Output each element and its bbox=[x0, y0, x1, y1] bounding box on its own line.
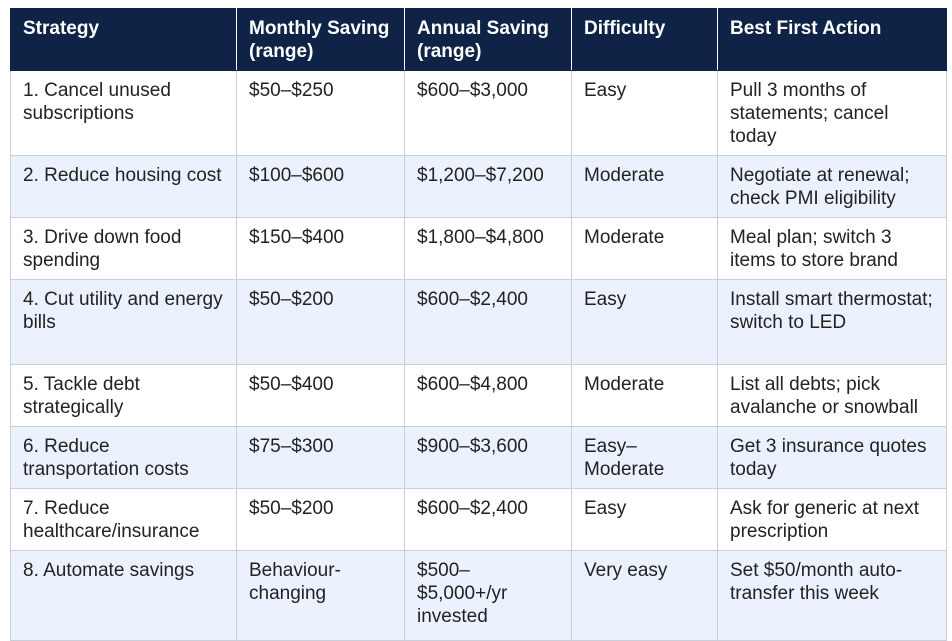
cell-difficulty: Moderate bbox=[572, 365, 718, 427]
cell-annual-saving: $600–$4,800 bbox=[405, 365, 572, 427]
cell-monthly-saving: $50–$200 bbox=[237, 489, 405, 551]
cell-monthly-saving: $75–$300 bbox=[237, 427, 405, 489]
cell-difficulty: Easy–Moderate bbox=[572, 427, 718, 489]
cell-monthly-saving: $50–$250 bbox=[237, 71, 405, 156]
cell-annual-saving: $900–$3,600 bbox=[405, 427, 572, 489]
cell-annual-saving: $600–$2,400 bbox=[405, 489, 572, 551]
cell-monthly-saving: $50–$200 bbox=[237, 280, 405, 365]
cell-monthly-saving: $100–$600 bbox=[237, 156, 405, 218]
cell-strategy: 3. Drive down food spending bbox=[11, 218, 237, 280]
cell-strategy: 6. Reduce transportation costs bbox=[11, 427, 237, 489]
table-header-row bbox=[11, 9, 947, 71]
cell-strategy: 8. Automate savings bbox=[11, 551, 237, 641]
header-strategy: Strategy bbox=[11, 9, 237, 71]
table-row bbox=[11, 427, 947, 489]
cell-strategy: 1. Cancel unused subscriptions bbox=[11, 71, 237, 156]
cell-strategy: 4. Cut utility and energy bills bbox=[11, 280, 237, 365]
table-row bbox=[11, 218, 947, 280]
cell-best-first-action: Set $50/month auto-transfer this week bbox=[718, 551, 947, 641]
cell-difficulty: Very easy bbox=[572, 551, 718, 641]
cell-best-first-action: List all debts; pick avalanche or snowball bbox=[718, 365, 947, 427]
cell-best-first-action: Get 3 insurance quotes today bbox=[718, 427, 947, 489]
table-row bbox=[11, 156, 947, 218]
cell-best-first-action: Negotiate at renewal; check PMI eligibility bbox=[718, 156, 947, 218]
cell-strategy: 7. Reduce healthcare/insurance bbox=[11, 489, 237, 551]
cell-strategy: 2. Reduce housing cost bbox=[11, 156, 237, 218]
cell-difficulty: Easy bbox=[572, 489, 718, 551]
cell-monthly-saving: $150–$400 bbox=[237, 218, 405, 280]
header-difficulty: Difficulty bbox=[572, 9, 718, 71]
cell-annual-saving: $600–$2,400 bbox=[405, 280, 572, 365]
savings-strategy-table bbox=[10, 8, 947, 641]
cell-difficulty: Easy bbox=[572, 71, 718, 156]
cell-annual-saving: $1,200–$7,200 bbox=[405, 156, 572, 218]
table-row bbox=[11, 551, 947, 641]
cell-annual-saving: $1,800–$4,800 bbox=[405, 218, 572, 280]
cell-difficulty: Moderate bbox=[572, 156, 718, 218]
cell-monthly-saving: Behaviour-changing bbox=[237, 551, 405, 641]
header-monthly-saving: Monthly Saving (range) bbox=[237, 9, 405, 71]
cell-annual-saving: $500–$5,000+/yr invested bbox=[405, 551, 572, 641]
table-row bbox=[11, 280, 947, 365]
table-row bbox=[11, 71, 947, 156]
cell-best-first-action: Install smart thermostat; switch to LED bbox=[718, 280, 947, 365]
cell-best-first-action: Ask for generic at next prescription bbox=[718, 489, 947, 551]
cell-strategy: 5. Tackle debt strategically bbox=[11, 365, 237, 427]
cell-annual-saving: $600–$3,000 bbox=[405, 71, 572, 156]
cell-monthly-saving: $50–$400 bbox=[237, 365, 405, 427]
header-annual-saving: Annual Saving (range) bbox=[405, 9, 572, 71]
cell-best-first-action: Pull 3 months of statements; cancel today bbox=[718, 71, 947, 156]
table-row bbox=[11, 365, 947, 427]
cell-difficulty: Moderate bbox=[572, 218, 718, 280]
cell-best-first-action: Meal plan; switch 3 items to store brand bbox=[718, 218, 947, 280]
table-row bbox=[11, 489, 947, 551]
cell-difficulty: Easy bbox=[572, 280, 718, 365]
header-best-first-action: Best First Action bbox=[718, 9, 947, 71]
